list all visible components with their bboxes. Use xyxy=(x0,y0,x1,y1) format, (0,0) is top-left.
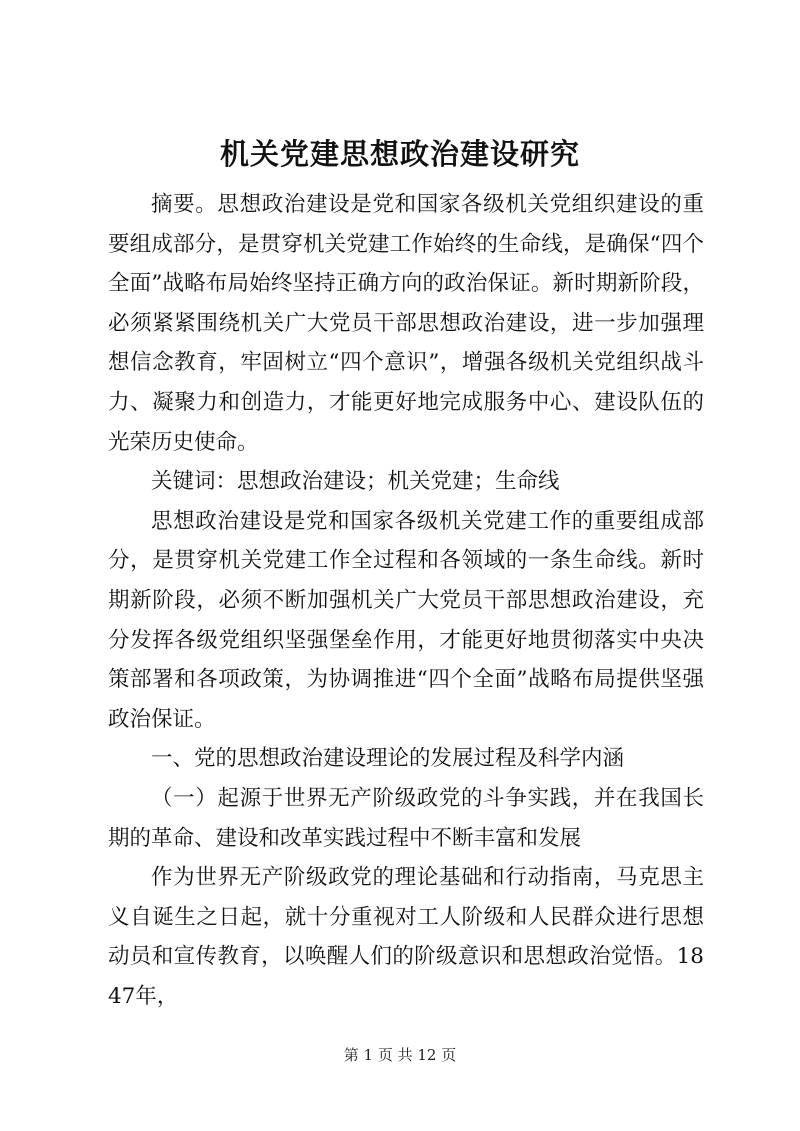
body-paragraph: 作为世界无产阶级政党的理论基础和行动指南，马克思主义自诞生之日起，就十分重视对工人阶级和人民群众进行思想动员和宣传教育，以唤醒人们的阶级意识和思想政治觉悟。1847年， xyxy=(108,865,704,1009)
page-number-footer: 第 1 页 共 12 页 xyxy=(343,1046,457,1064)
keywords-paragraph: 关键词：思想政治建设；机关党建；生命线 xyxy=(151,469,560,495)
document-body xyxy=(108,185,704,1016)
page-title: 机关党建思想政治建设研究 xyxy=(219,137,580,171)
intro-paragraph: 思想政治建设是党和国家各级机关党建工作的重要组成部分，是贯穿机关党建工作全过程和各领域的一条生命线。新时期新阶段，必须不断加强机关广大党员干部思想政治建设，充分发挥各级党组织坚强堡垒作用，才能更好地贯彻落实中央决策部署和各项政策，为协调推进“四个全面”战略布局提供坚强政治保证。 xyxy=(108,508,704,732)
subsection-heading: （一）起源于世界无产阶级政党的斗争实践，并在我国长期的革命、建设和改革实践过程中不断丰富和发展 xyxy=(108,785,704,851)
section-heading: 一、党的思想政治建设理论的发展过程及科学内涵 xyxy=(151,746,625,772)
abstract-paragraph: 摘要。思想政治建设是党和国家各级机关党组织建设的重要组成部分，是贯穿机关党建工作始终的生命线，是确保“四个全面”战略布局始终坚持正确方向的政治保证。新时期新阶段，必须紧紧围绕机关广大党员干部思想政治建设，进一步加强理想信念教育，牢固树立“四个意识”，增强各级机关党组织战斗力、凝聚力和创造力，才能更好地完成服务中心、建设队伍的光荣历史使命。 xyxy=(108,192,704,455)
